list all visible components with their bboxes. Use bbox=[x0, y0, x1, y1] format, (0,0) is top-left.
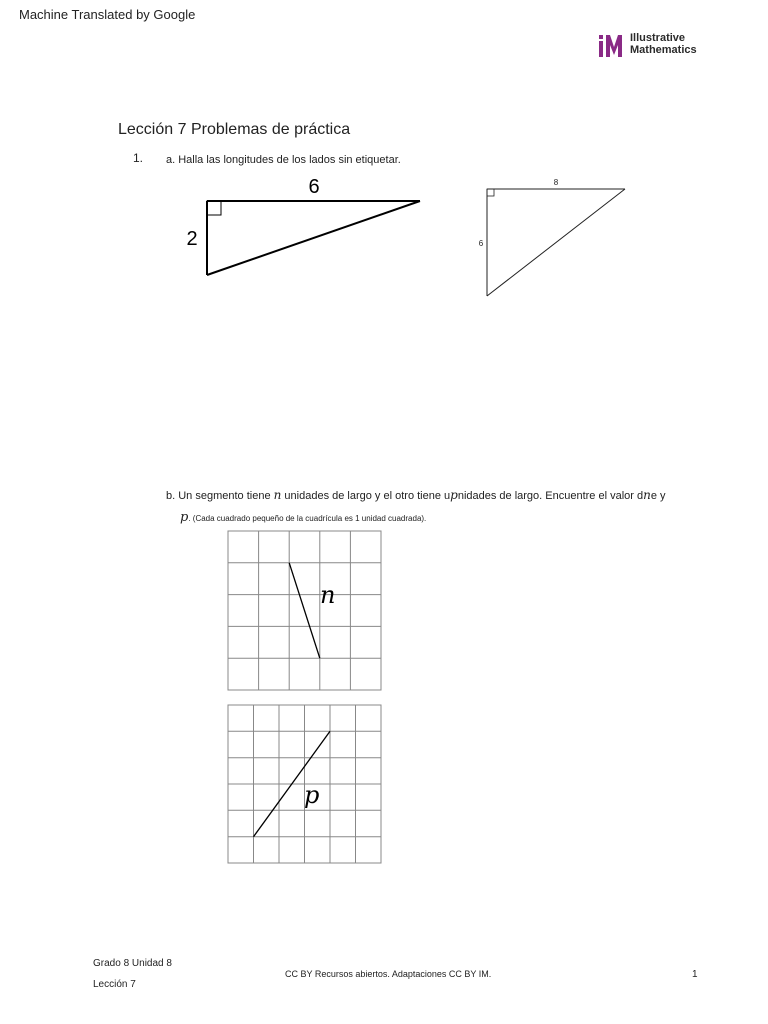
logo-line1: Illustrative bbox=[630, 32, 686, 44]
triangle-2-top-label: 8 bbox=[553, 178, 559, 187]
part-b-text-1: b. Un segmento tiene bbox=[166, 490, 274, 502]
triangle-1-diagram bbox=[180, 172, 430, 282]
triangle-1-top-label: 6 bbox=[308, 176, 320, 198]
part-b-note-text: . (Cada cuadrado pequeño de la cuadrícula es 1 unidad cuadrada). bbox=[188, 514, 427, 523]
grid-2-diagram bbox=[226, 703, 384, 867]
footer-license: CC BY Recursos abiertos. Adaptaciones CC BY IM. bbox=[285, 969, 492, 979]
triangle-2-diagram bbox=[470, 172, 640, 302]
part-b-text-2: unidades de largo y el otro tiene u bbox=[281, 490, 451, 502]
triangle-1-left-label: 2 bbox=[186, 228, 198, 250]
part-b-text-3: nidades de largo. Encuentre el valor d bbox=[457, 490, 644, 502]
triangle-1-right-angle-mark bbox=[207, 201, 221, 215]
im-logo-icon bbox=[598, 33, 628, 59]
logo-text bbox=[630, 32, 697, 56]
part-b-var-n-2: n bbox=[643, 488, 651, 502]
page-number: 1 bbox=[692, 969, 698, 980]
logo-line2: Mathematics bbox=[630, 44, 697, 56]
question-number: 1. bbox=[133, 151, 144, 165]
part-b-text-4: e y bbox=[650, 490, 666, 502]
footer-lesson: Lección 7 bbox=[93, 979, 136, 990]
segment-n bbox=[289, 563, 320, 658]
triangle-2-hypotenuse bbox=[487, 189, 625, 296]
triangle-2-right-angle-mark bbox=[487, 189, 494, 196]
question-part-a: a. Halla las longitudes de los lados sin etiquetar. bbox=[166, 154, 401, 166]
triangle-2-left-label: 6 bbox=[478, 239, 484, 248]
part-b-var-n: n bbox=[273, 488, 282, 502]
grid-2-label-p: p bbox=[304, 781, 320, 809]
grid-1-label-n: n bbox=[320, 581, 336, 609]
part-b-var-p: p bbox=[450, 488, 458, 502]
part-b-note-var-p: p bbox=[180, 510, 189, 525]
question-part-b bbox=[166, 488, 666, 502]
page-title: Lección 7 Problemas de práctica bbox=[118, 121, 351, 138]
machine-translated-banner: Machine Translated by Google bbox=[19, 7, 196, 22]
grid-1-diagram bbox=[226, 529, 384, 693]
triangle-1-hypotenuse bbox=[207, 201, 420, 275]
footer-grade: Grado 8 Unidad 8 bbox=[93, 958, 172, 969]
part-b-note bbox=[180, 510, 426, 525]
